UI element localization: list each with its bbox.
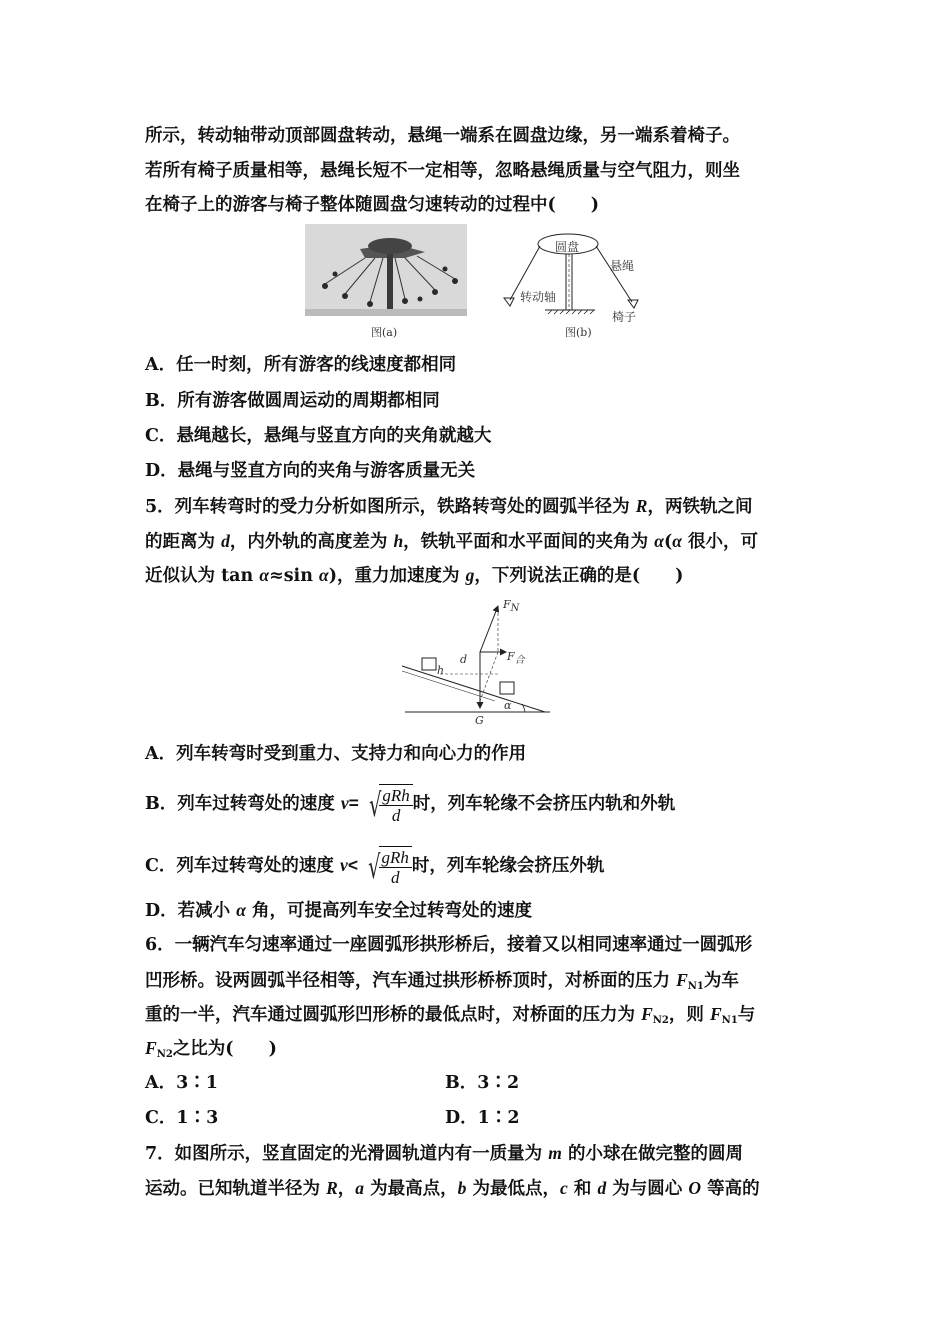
fig-b-caption: 图(b) xyxy=(565,326,592,339)
q4-line-1: 所示，转动轴带动顶部圆盘转动，悬绳一端系在圆盘边缘，另一端系着椅子。 xyxy=(145,126,740,146)
q6-line-4: $F_{N2}$之比为( ) xyxy=(145,1038,277,1060)
q4-option-c: C．悬绳越长，悬绳与竖直方向的夹角就越大 xyxy=(145,426,492,446)
axis-label: 转动轴 xyxy=(520,290,557,304)
sqrt-expression: √ $\frac{\text{gRh}}{d}$ xyxy=(365,784,413,825)
h-label: h xyxy=(437,664,445,677)
q4-line-3: 在椅子上的游客与椅子整体随圆盘匀速转动的过程中( ) xyxy=(145,195,600,215)
fhe-label: $F_合$ xyxy=(507,650,525,666)
train-force-diagram xyxy=(400,596,555,730)
swing-ride-photo xyxy=(305,224,467,316)
sqrt-expression: √ $\frac{\text{gRh}}{d}$ xyxy=(364,846,412,887)
q6-line-1: 6．一辆汽车匀速率通过一座圆弧形拱形桥后，接着又以相同速率通过一圆弧形 xyxy=(145,935,753,955)
q4-line-2: 若所有椅子质量相等，悬绳长短不一定相等，忽略悬绳质量与空气阻力，则坐 xyxy=(145,161,740,181)
d-label: d xyxy=(460,653,468,666)
q6-option-b: B．3∶2 xyxy=(445,1073,520,1093)
q5-option-b: B．列车过转弯处的速度 v= √ $\frac{\text{gRh}}{d}$ 时，列车轮缘不会挤压内轨和外轨 xyxy=(145,785,676,825)
q5-line-1: 5．列车转弯时的受力分析如图所示，铁路转弯处的圆弧半径为 R，两铁轨之间 xyxy=(145,496,753,517)
q5-line-3: 近似认为 tan α≈sin α)，重力加速度为 g，下列说法正确的是( ) xyxy=(145,565,684,586)
fn-label: $F_N$ xyxy=(503,598,520,614)
alpha-label: α xyxy=(504,699,512,712)
q7-line-1: 7．如图所示，竖直固定的光滑圆轨道内有一质量为 m 的小球在做完整的圆周 xyxy=(145,1143,743,1164)
q4-option-d: D．悬绳与竖直方向的夹角与游客质量无关 xyxy=(145,461,476,481)
q6-option-c: C．1∶3 xyxy=(145,1108,219,1128)
fig-a-caption: 图(a) xyxy=(371,326,398,339)
chair-label: 椅子 xyxy=(612,310,637,324)
q4-option-a: A．任一时刻，所有游客的线速度都相同 xyxy=(145,355,457,375)
q6-line-2: 凹形桥。设两圆弧半径相等，汽车通过拱形桥桥顶时，对桥面的压力 $F_{N1}$为车 xyxy=(145,970,739,992)
q7-line-2: 运动。已知轨道半径为 R，a 为最高点，b 为最低点，c 和 d 为与圆心 O 等高的 xyxy=(145,1178,760,1199)
q5-option-c: C．列车过转弯处的速度 v< √ $\frac{\text{gRh}}{d}$ 时，列车轮缘会挤压外轨 xyxy=(145,847,605,887)
q5-option-a: A．列车转弯时受到重力、支持力和向心力的作用 xyxy=(145,744,527,764)
disk-label: 圆盘 xyxy=(555,240,580,254)
q5-option-d: D．若减小 α 角，可提高列车安全过转弯处的速度 xyxy=(145,900,533,921)
q6-option-d: D．1∶2 xyxy=(445,1108,520,1128)
q4-option-b: B．所有游客做圆周运动的周期都相同 xyxy=(145,391,440,411)
g-label: G xyxy=(475,714,484,727)
q6-option-a: A．3∶1 xyxy=(145,1073,218,1093)
q5-line-2: 的距离为 d，内外轨的高度差为 h，铁轨平面和水平面间的夹角为 α(α 很小，可 xyxy=(145,531,759,552)
rope-label: 悬绳 xyxy=(610,259,635,273)
q6-line-3: 重的一半，汽车通过圆弧形凹形桥的最低点时，对桥面的压力为 $F_{N2}$，则 $F_{N1}$与 xyxy=(145,1004,756,1026)
